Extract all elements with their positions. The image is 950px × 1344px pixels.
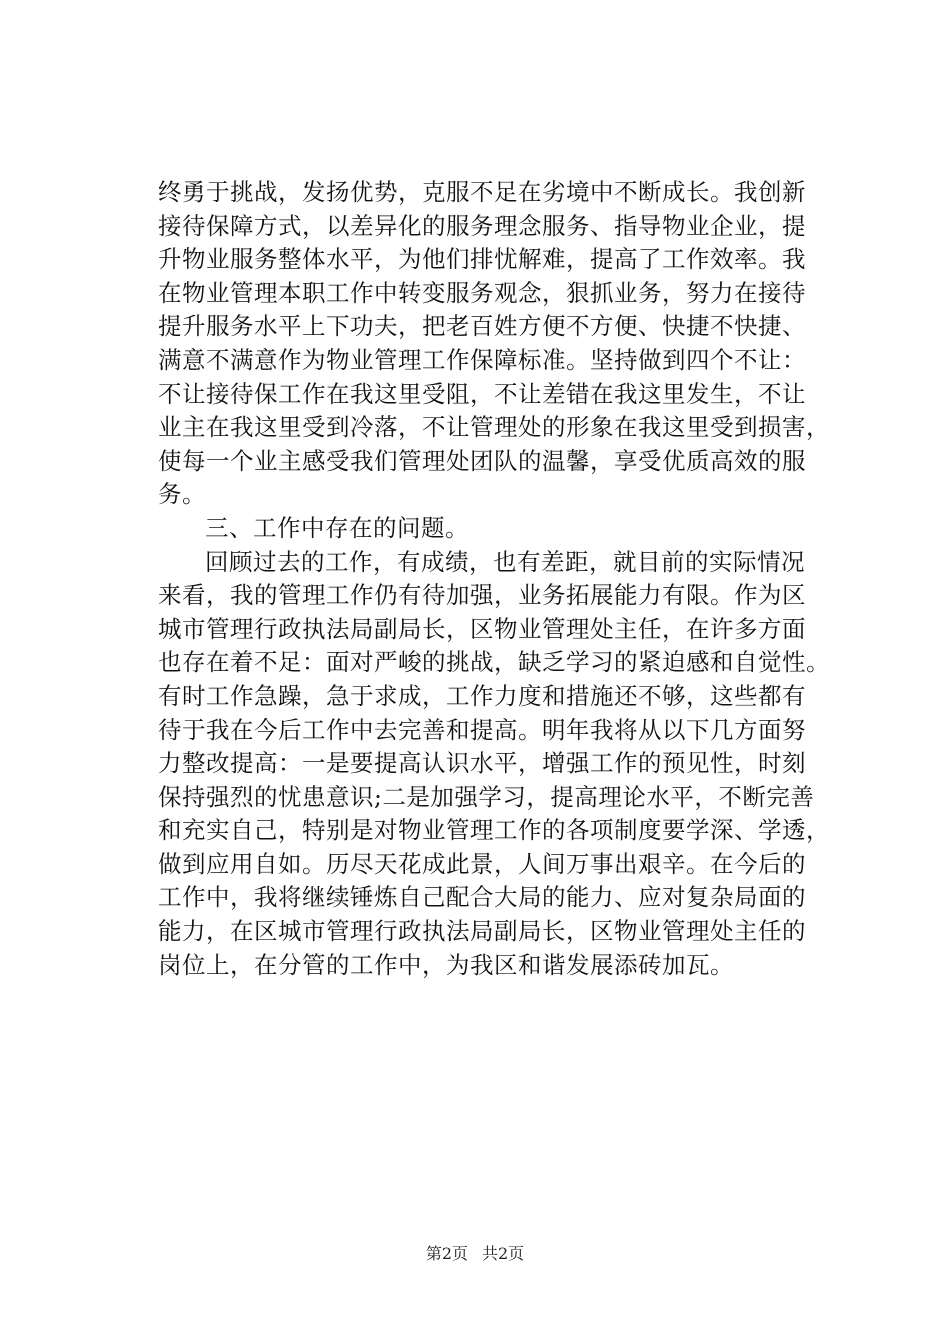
text-line: 务。: [158, 480, 206, 509]
text-line: 城市管理行政执法局副局长，区物业管理处主任，在许多方面: [158, 614, 806, 643]
text-line: 做到应用自如。历尽天花成此景，人间万事出艰辛。在今后的: [158, 849, 806, 878]
text-line: 力整改提高：一是要提高认识水平，增强工作的预见性，时刻: [158, 749, 806, 778]
text-line: 升物业服务整体水平，为他们排忧解难，提高了工作效率。我: [158, 245, 806, 274]
page-number-total: 共2页: [482, 1244, 525, 1263]
section-heading: 三、工作中存在的问题。: [205, 513, 469, 542]
text-line: 岗位上，在分管的工作中，为我区和谐发展添砖加瓦。: [158, 950, 734, 979]
text-line: 工作中，我将继续锤炼自己配合大局的能力、应对复杂局面的: [158, 883, 806, 912]
text-line: 也存在着不足：面对严峻的挑战，缺乏学习的紧迫感和自觉性。: [158, 648, 830, 677]
text-line: 接待保障方式，以差异化的服务理念服务、指导物业企业，提: [158, 211, 806, 240]
text-line: 终勇于挑战，发扬优势，克服不足在劣境中不断成长。我创新: [158, 178, 806, 206]
text-line: 满意不满意作为物业管理工作保障标准。坚持做到四个不让：: [158, 345, 806, 374]
page-number-current: 第2页: [425, 1244, 468, 1263]
text-line: 待于我在今后工作中去完善和提高。明年我将从以下几方面努: [158, 715, 806, 744]
text-line: 有时工作急躁，急于求成，工作力度和措施还不够，这些都有: [158, 681, 806, 710]
text-line: 和充实自己，特别是对物业管理工作的各项制度要学深、学透，: [158, 816, 830, 845]
text-line: 不让接待保工作在我这里受阻，不让差错在我这里发生，不让: [158, 379, 806, 408]
text-line: 业主在我这里受到冷落，不让管理处的形象在我这里受到损害，: [158, 413, 830, 442]
text-line: 提升服务水平上下功夫，把老百姓方便不方便、快捷不快捷、: [158, 312, 806, 341]
text-line: 保持强烈的忧患意识;二是加强学习，提高理论水平，不断完善: [158, 782, 815, 811]
document-body: [158, 176, 838, 982]
text-line: 来看，我的管理工作仍有待加强，业务拓展能力有限。作为区: [158, 581, 806, 610]
text-line: 使每一个业主感受我们管理处团队的温馨，享受优质高效的服: [158, 446, 806, 475]
page-footer: [0, 1244, 950, 1264]
text-line: 回顾过去的工作，有成绩，也有差距，就目前的实际情况: [205, 547, 805, 576]
text-line: 能力，在区城市管理行政执法局副局长，区物业管理处主任的: [158, 917, 806, 946]
text-line: 在物业管理本职工作中转变服务观念，狠抓业务，努力在接待: [158, 278, 806, 307]
